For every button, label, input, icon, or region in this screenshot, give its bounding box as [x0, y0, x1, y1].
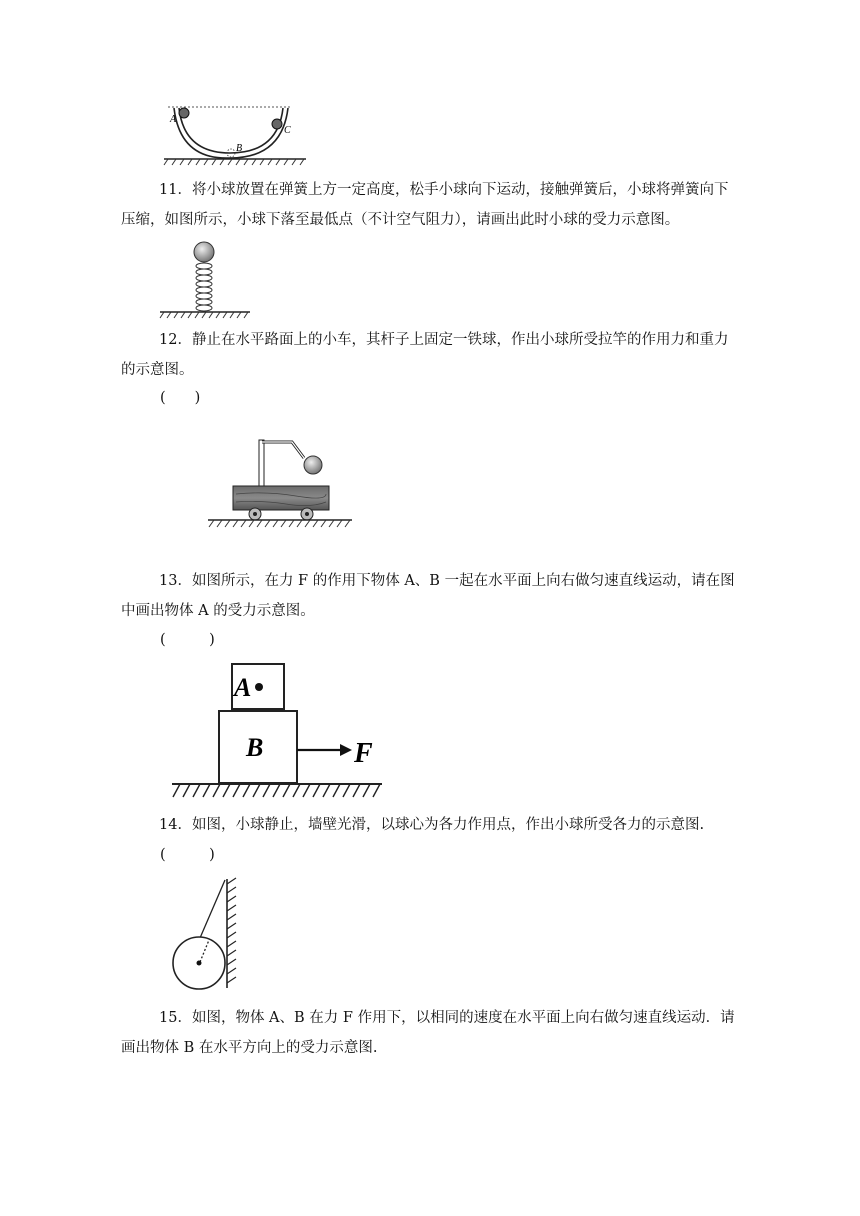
cart-iron-ball-figure [206, 434, 356, 530]
question-14-answer-blank: ( ) [160, 847, 215, 863]
question-15-text: 15．如图，物体 A、B 在力 F 作用下，以相同的速度在水平面上向右做匀速直线运动．请画出物体 B 在水平方向上的受力示意图. [121, 1010, 735, 1056]
question-14-text: 14．如图，小球静止，墙壁光滑，以球心为各力作用点，作出小球所受各力的示意图. [159, 817, 705, 833]
question-13-text: 13．如图所示，在力 F 的作用下物体 A、B 一起在水平面上向右做匀速直线运动，请在图中画出物体 A 的受力示意图。 [121, 573, 735, 619]
bowl-track-figure [160, 100, 310, 166]
bowl-label-a: A [170, 114, 177, 125]
block-b-label: B [246, 733, 264, 762]
ball-center-dot [197, 961, 202, 966]
spring [196, 263, 212, 311]
blocks-ab-figure [168, 658, 386, 802]
ball-c [272, 119, 282, 129]
ball-a [179, 108, 189, 118]
question-12-answer-blank: ( ) [160, 390, 201, 406]
question-11-text: 11．将小球放置在弹簧上方一定高度，松手小球向下运动，接触弹簧后，小球将弹簧向下压缩，如图所示，小球下落至最低点（不计空气阻力），请画出此时小球的受力示意图。 [121, 182, 729, 228]
question-12-text: 12．静止在水平路面上的小车，其杆子上固定一铁球，作出小球所受拉竿的作用力和重力的示意图。 [121, 332, 729, 378]
block-a-label: A [234, 673, 252, 702]
iron-ball [304, 456, 322, 474]
pole [259, 440, 264, 487]
ball-against-wall-figure [168, 876, 244, 992]
spring-ball-figure [158, 238, 252, 320]
bowl-label-b: B [236, 143, 243, 154]
ball [194, 242, 214, 262]
bowl-label-c: C [284, 125, 291, 136]
block-a-center-dot [255, 683, 263, 691]
force-f-label: F [354, 738, 373, 769]
question-13-answer-blank: ( ) [160, 632, 215, 648]
rope [200, 880, 225, 938]
